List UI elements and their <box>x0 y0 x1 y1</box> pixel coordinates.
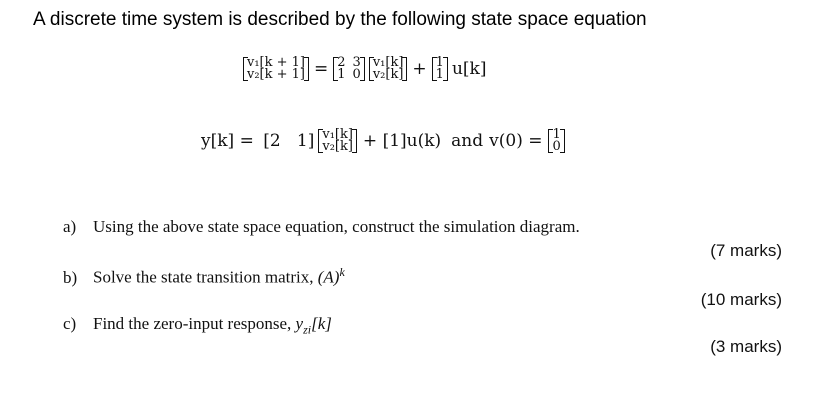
question-b-label: b) <box>63 267 78 287</box>
plus-sign: + <box>412 59 427 79</box>
output-lhs: y[k] = <box>201 131 260 151</box>
lhs-v2: v₂[k + 1] <box>247 67 306 82</box>
question-b <box>63 265 345 288</box>
output-v2: v₂[k] <box>322 139 353 154</box>
problem-intro: A discrete time system is described by the following state space equation <box>33 9 647 30</box>
question-c-label: c) <box>63 314 77 333</box>
question-b-sup: k <box>339 265 345 279</box>
question-c-sub: zi <box>303 322 312 337</box>
matrix-b <box>432 57 448 81</box>
v0-2: 0 <box>552 139 561 154</box>
initial-condition-label: v(0) = <box>489 131 543 151</box>
question-c-tail: [k] <box>311 314 332 333</box>
matrix-c: [2 1] <box>263 131 315 151</box>
state-vector <box>369 57 408 81</box>
b1: 1 <box>435 55 444 70</box>
output-equation <box>201 129 565 153</box>
a22: 0 <box>352 67 361 82</box>
initial-condition-vector <box>548 129 564 153</box>
question-c <box>63 314 332 337</box>
output-v1: v₁[k] <box>322 127 353 142</box>
matrix-a <box>333 57 365 81</box>
lhs-next-state-vector <box>243 57 309 81</box>
input-u: u[k] <box>451 59 487 79</box>
question-c-text: Find the zero-input response, <box>93 314 296 333</box>
v0-1: 1 <box>552 127 561 142</box>
a11: 2 <box>337 55 346 70</box>
b2: 1 <box>435 67 444 82</box>
lhs-v1: v₁[k + 1] <box>247 55 306 70</box>
state-v2: v₂[k] <box>372 67 404 82</box>
feedthrough-term: + [1]u(k) <box>362 131 442 151</box>
a21: 1 <box>337 67 346 82</box>
a12: 3 <box>352 55 361 70</box>
question-c-marks: (3 marks) <box>710 337 782 356</box>
question-b-text: Solve the state transition matrix, <box>93 267 318 287</box>
state-equation <box>243 57 486 81</box>
question-b-math: (A) <box>317 267 340 287</box>
equals-sign: = <box>314 59 329 79</box>
question-a <box>63 217 580 237</box>
state-v1: v₁[k] <box>372 55 404 70</box>
output-state-vector <box>318 129 357 153</box>
question-c-math: y <box>295 314 304 333</box>
question-a-label: a) <box>63 217 77 236</box>
question-a-text: Using the above state space equation, construct the simulation diagram. <box>93 217 580 236</box>
question-b-marks: (10 marks) <box>700 290 782 309</box>
question-a-marks: (7 marks) <box>710 241 782 260</box>
and-word: and <box>451 131 484 151</box>
